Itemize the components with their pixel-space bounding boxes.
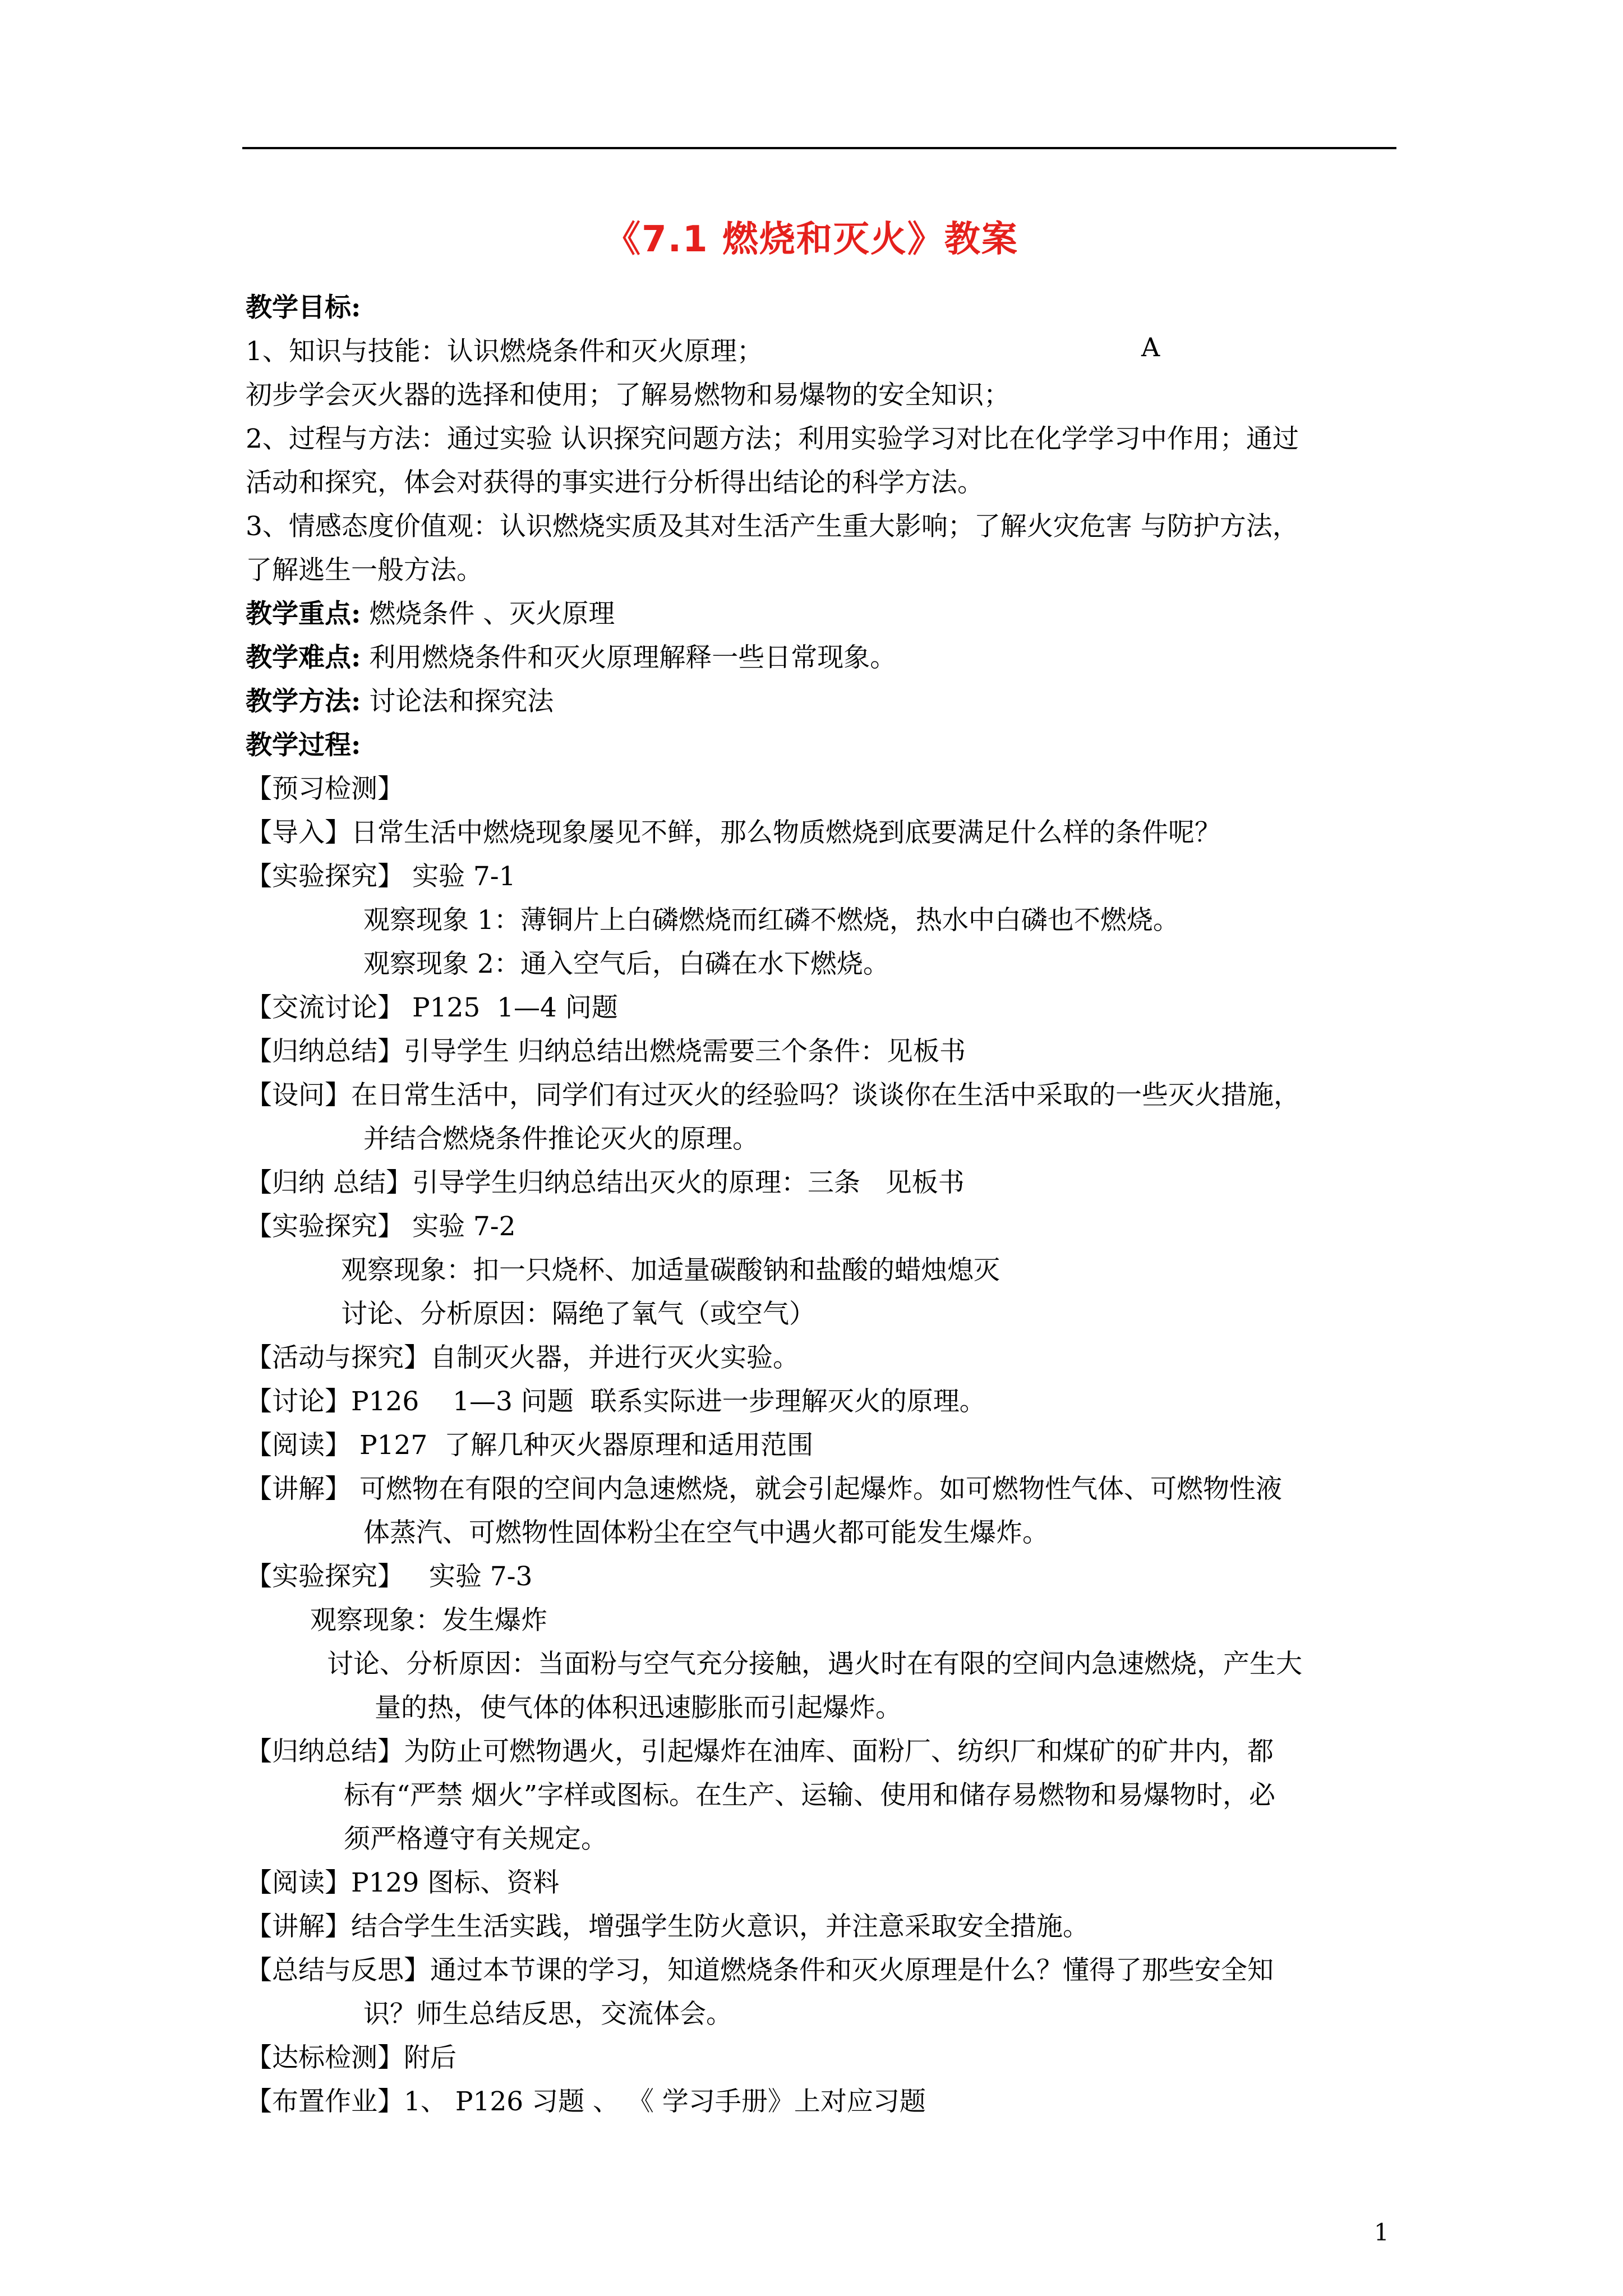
- process-line: 讨论、分析原因：隔绝了氧气（或空气）: [341, 1299, 815, 1329]
- header-rule: [242, 147, 1396, 149]
- process-line: 【阅读】P129 图标、资料: [246, 1867, 560, 1898]
- process-line: 观察现象 1：薄铜片上白磷燃烧而红磷不燃烧，热水中白磷也不燃烧。: [363, 905, 1179, 936]
- stray-mark: A: [1141, 332, 1160, 362]
- process-line: 【实验探究】 实验 7-2: [246, 1211, 516, 1242]
- process-line: 观察现象 2：通入空气后，白磷在水下燃烧。: [363, 949, 889, 979]
- process-line: 须严格遵守有关规定。: [344, 1824, 607, 1855]
- goal-line: 1、知识与技能：认识燃烧条件和灭火原理；: [246, 336, 763, 367]
- process-line: 【归纳 总结】引导学生归纳总结出灭火的原理：三条 见板书: [246, 1167, 965, 1198]
- process-heading: 教学过程:: [246, 730, 361, 761]
- process-line: 【讨论】P126 1—3 问题 联系实际进一步理解灭火的原理。: [246, 1386, 986, 1417]
- goal-line: 3、情感态度价值观：认识燃烧实质及其对生活产生重大影响；了解火灾危害 与防护方法，: [246, 511, 1299, 542]
- process-line: 【设问】在日常生活中，同学们有过灭火的经验吗？谈谈你在生活中采取的一些灭火措施，: [246, 1080, 1300, 1111]
- process-line: 【总结与反思】通过本节课的学习，知道燃烧条件和灭火原理是什么？懂得了那些安全知: [246, 1955, 1274, 1986]
- goal-line: 2、过程与方法：通过实验 认识探究问题方法；利用实验学习对比在化学学习中作用；通过: [246, 424, 1299, 454]
- process-line: 观察现象：扣一只烧杯、加适量碳酸钠和盐酸的蜡烛熄灭: [341, 1255, 1000, 1286]
- process-line: 标有“严禁 烟火”字样或图标。在生产、运输、使用和储存易燃物和易爆物时，必: [344, 1780, 1275, 1811]
- document-title: 《7.1 燃烧和灭火》教案: [605, 219, 1018, 260]
- process-line: 【实验探究】 实验 7-3: [246, 1561, 533, 1592]
- process-line: 【讲解】结合学生生活实践，增强学生防火意识，并注意采取安全措施。: [246, 1911, 1089, 1942]
- process-line: 并结合燃烧条件推论灭火的原理。: [363, 1124, 759, 1154]
- process-line: 【阅读】 P127 了解几种灭火器原理和适用范围: [246, 1430, 814, 1461]
- process-line: 【讲解】 可燃物在有限的空间内急速燃烧，就会引起爆炸。如可燃物性气体、可燃物性液: [246, 1474, 1282, 1504]
- method-line: [246, 680, 1396, 724]
- process-line: 【归纳总结】为防止可燃物遇火，引起爆炸在油库、面粉厂、纺织厂和煤矿的矿井内，都: [246, 1736, 1274, 1767]
- process-line: 【归纳总结】引导学生 归纳总结出燃烧需要三个条件：见板书: [246, 1036, 966, 1067]
- difficulties-text: 利用燃烧条件和灭火原理解释一些日常现象。: [361, 642, 897, 673]
- process-line: 观察现象：发生爆炸: [310, 1605, 547, 1636]
- process-line: 体蒸汽、可燃物性固体粉尘在空气中遇火都可能发生爆炸。: [363, 1517, 1049, 1548]
- document-body: [246, 286, 1396, 2124]
- process-line: 识？师生总结反思，交流体会。: [363, 1999, 732, 2030]
- process-line: 【布置作业】1、 P126 习题 、 《 学习手册》上对应习题: [246, 2086, 926, 2117]
- goal-line: 活动和探究，体会对获得的事实进行分析得出结论的科学方法。: [246, 467, 984, 498]
- key-points-text: 燃烧条件 、灭火原理: [361, 599, 615, 629]
- process-line: 【预习检测】: [246, 774, 404, 804]
- page-number: 1: [1374, 2219, 1389, 2246]
- goal-line: 了解逃生一般方法。: [246, 555, 483, 586]
- goal-line: 初步学会灭火器的选择和使用；了解易燃物和易爆物的安全知识；: [246, 380, 1010, 411]
- difficulties-label: 教学难点:: [246, 642, 361, 673]
- goals-heading: 教学目标:: [246, 292, 361, 323]
- process-line: 【活动与探究】自制灭火器，并进行灭火实验。: [246, 1342, 799, 1373]
- process-line: 【交流讨论】 P125 1—4 问题: [246, 992, 618, 1023]
- process-line: 【达标检测】附后: [246, 2042, 457, 2073]
- key-points-label: 教学重点:: [246, 599, 361, 629]
- method-text: 讨论法和探究法: [361, 686, 554, 717]
- process-line: 讨论、分析原因：当面粉与空气充分接触，遇火时在有限的空间内急速燃烧，产生大: [327, 1649, 1302, 1680]
- key-points-line: [246, 592, 1396, 636]
- process-line: 量的热，使气体的体积迅速膨胀而引起爆炸。: [375, 1692, 902, 1723]
- process-line: 【实验探究】 实验 7-1: [246, 861, 516, 892]
- process-line: 【导入】日常生活中燃烧现象屡见不鲜，那么物质燃烧到底要满足什么样的条件呢？: [246, 817, 1221, 848]
- method-label: 教学方法:: [246, 686, 361, 717]
- difficulties-line: [246, 636, 1396, 680]
